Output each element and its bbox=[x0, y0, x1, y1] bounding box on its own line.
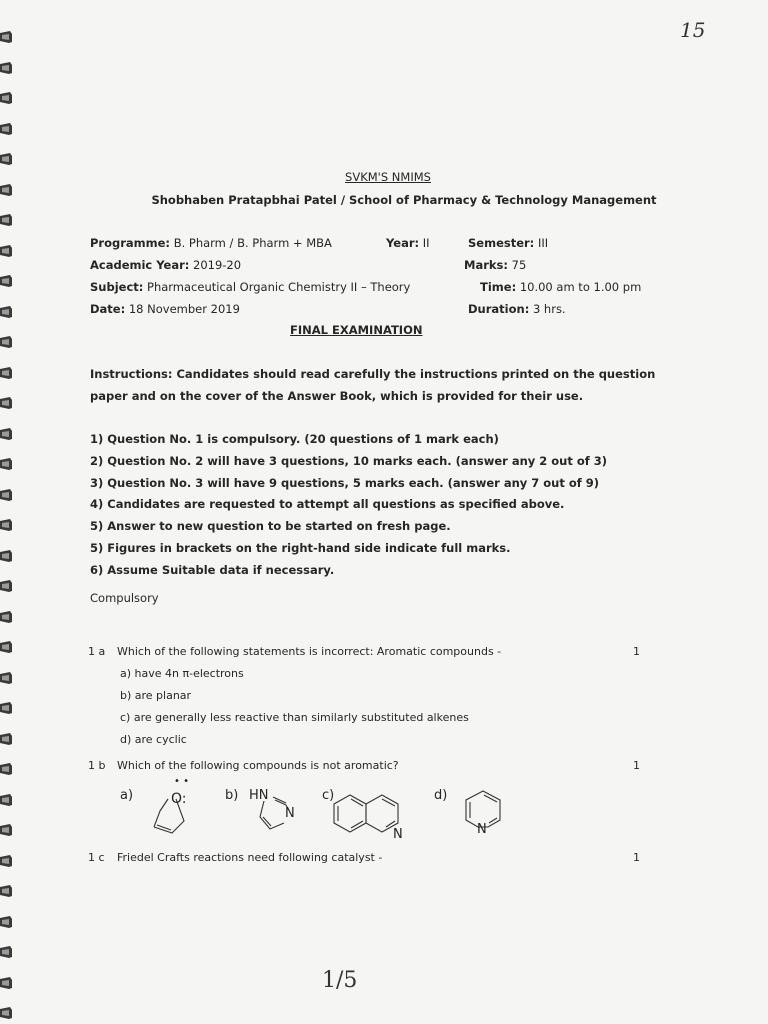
marks-field bbox=[464, 258, 526, 272]
instruction-item: 5) Answer to new question to be started on fresh page. bbox=[90, 519, 451, 533]
structures-figure bbox=[140, 775, 540, 845]
question-marks: 1 bbox=[633, 645, 640, 658]
time-field bbox=[480, 280, 641, 294]
binder-tab bbox=[0, 640, 16, 654]
binder-edge bbox=[0, 0, 26, 1024]
marks-label: Marks: bbox=[464, 258, 508, 272]
date-value: 18 November 2019 bbox=[128, 302, 240, 316]
question-text: Friedel Crafts reactions need following catalyst - bbox=[117, 851, 383, 864]
imidazole-n-label: N bbox=[285, 806, 295, 821]
instruction-item: 2) Question No. 2 will have 3 questions, 10 marks each. (answer any 2 out of 3) bbox=[90, 454, 608, 468]
instructions-line-2: paper and on the cover of the Answer Book, which is provided for their use. bbox=[90, 389, 584, 403]
binder-tab bbox=[0, 610, 16, 624]
question-text: Which of the following statements is incorrect: Aromatic compounds - bbox=[117, 645, 502, 658]
binder-tab bbox=[0, 884, 16, 898]
binder-tab bbox=[0, 518, 16, 532]
binder-tab bbox=[0, 366, 16, 380]
programme-row bbox=[90, 236, 332, 250]
option: a) have 4n π-electrons bbox=[120, 667, 244, 680]
academic-year-value: 2019-20 bbox=[193, 258, 242, 272]
pyridine-n-label: N bbox=[477, 822, 487, 837]
binder-tab bbox=[0, 701, 16, 715]
option-label-a: a) bbox=[120, 788, 134, 803]
option: b) are planar bbox=[120, 689, 192, 702]
binder-tab bbox=[0, 213, 16, 227]
subject-field bbox=[90, 280, 410, 294]
instruction-item: 3) Question No. 3 will have 9 questions, 5 marks each. (answer any 7 out of 9) bbox=[90, 476, 600, 490]
binder-tab bbox=[0, 488, 16, 502]
furan-lone-pair: • • bbox=[174, 776, 189, 787]
binder-tab bbox=[0, 1006, 16, 1020]
instruction-item: 5) Figures in brackets on the right-hand side indicate full marks. bbox=[90, 541, 511, 555]
instructions-line-1: Instructions: Candidates should read carefully the instructions printed on the question bbox=[90, 367, 656, 381]
option: d) are cyclic bbox=[120, 733, 187, 746]
institute-name: SVKM'S NMIMS bbox=[345, 170, 431, 184]
question-number: 1 c bbox=[88, 851, 105, 864]
section-label: Compulsory bbox=[90, 591, 159, 605]
imidazole-hn-label: HN bbox=[249, 788, 269, 803]
binder-tab bbox=[0, 945, 16, 959]
year-value: II bbox=[422, 236, 430, 250]
option-label-d: d) bbox=[434, 788, 448, 803]
option: c) are generally less reactive than similarly substituted alkenes bbox=[120, 711, 469, 724]
binder-tab bbox=[0, 274, 16, 288]
option-label-b: b) bbox=[225, 788, 239, 803]
corner-note: 15 bbox=[680, 18, 706, 42]
instruction-item: 4) Candidates are requested to attempt all questions as specified above. bbox=[90, 497, 565, 511]
time-value: 10.00 am to 1.00 pm bbox=[519, 280, 642, 294]
binder-tab bbox=[0, 61, 16, 75]
furan-o-label: O: bbox=[171, 791, 187, 807]
duration-label: Duration: bbox=[468, 302, 530, 316]
binder-tab bbox=[0, 396, 16, 410]
binder-tab bbox=[0, 305, 16, 319]
binder-tab bbox=[0, 427, 16, 441]
binder-tab bbox=[0, 793, 16, 807]
quinoline-structure bbox=[334, 795, 398, 832]
question-marks: 1 bbox=[633, 851, 640, 864]
exam-title: FINAL EXAMINATION bbox=[290, 323, 423, 337]
duration-field bbox=[468, 302, 566, 316]
instruction-item: 1) Question No. 1 is compulsory. (20 questions of 1 mark each) bbox=[90, 432, 499, 446]
time-label: Time: bbox=[480, 280, 517, 294]
academic-year-label: Academic Year: bbox=[90, 258, 190, 272]
binder-tab bbox=[0, 244, 16, 258]
subject-value: Pharmaceutical Organic Chemistry II – Theory bbox=[147, 280, 411, 294]
school-name: Shobhaben Pratapbhai Patel / School of Pharmacy & Technology Management bbox=[151, 193, 657, 207]
binder-tab bbox=[0, 122, 16, 136]
option-label-c: c) bbox=[322, 788, 335, 803]
programme-value: B. Pharm / B. Pharm + MBA bbox=[173, 236, 332, 250]
binder-tab bbox=[0, 457, 16, 471]
binder-tab bbox=[0, 579, 16, 593]
question-marks: 1 bbox=[633, 759, 640, 772]
binder-tab bbox=[0, 335, 16, 349]
semester-value: III bbox=[537, 236, 549, 250]
binder-tab bbox=[0, 152, 16, 166]
binder-tab bbox=[0, 732, 16, 746]
question-text: Which of the following compounds is not aromatic? bbox=[117, 759, 399, 772]
instruction-item: 6) Assume Suitable data if necessary. bbox=[90, 563, 335, 577]
question-number: 1 a bbox=[88, 645, 106, 658]
binder-tab bbox=[0, 762, 16, 776]
binder-tab bbox=[0, 854, 16, 868]
year-field bbox=[386, 236, 430, 250]
date-label: Date: bbox=[90, 302, 126, 316]
academic-year-field bbox=[90, 258, 241, 272]
binder-tab bbox=[0, 915, 16, 929]
binder-tab bbox=[0, 823, 16, 837]
programme-label: Programme: bbox=[90, 236, 171, 250]
page-number: 1/5 bbox=[322, 968, 358, 993]
quinoline-n-label: N bbox=[393, 827, 403, 842]
binder-tab bbox=[0, 91, 16, 105]
year-label: Year: bbox=[386, 236, 420, 250]
question-number: 1 b bbox=[88, 759, 106, 772]
date-field bbox=[90, 302, 240, 316]
binder-tab bbox=[0, 549, 16, 563]
binder-tab bbox=[0, 671, 16, 685]
marks-value: 75 bbox=[511, 258, 527, 272]
duration-value: 3 hrs. bbox=[532, 302, 566, 316]
binder-tab bbox=[0, 976, 16, 990]
semester-field bbox=[468, 236, 548, 250]
binder-tab bbox=[0, 30, 16, 44]
subject-label: Subject: bbox=[90, 280, 144, 294]
semester-label: Semester: bbox=[468, 236, 535, 250]
